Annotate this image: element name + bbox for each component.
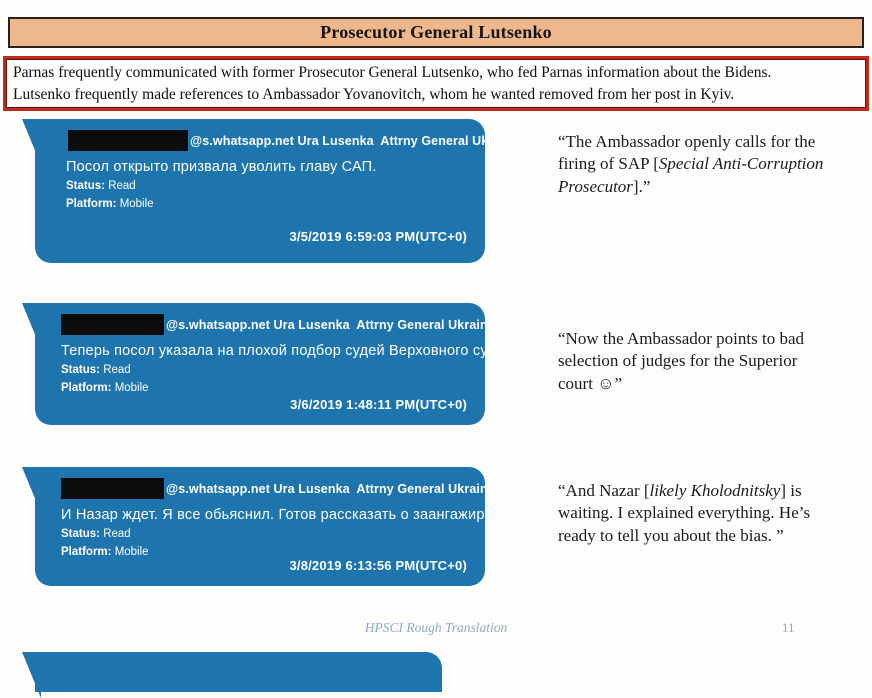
status-value: Read xyxy=(108,180,136,192)
sender-row xyxy=(68,130,519,151)
slide-title-bar xyxy=(8,17,864,48)
translation-text-3: “And Nazar [likely Kholodnitsky] is waiting. I explained everything. He’s ready to tell you about the bias. ” xyxy=(558,481,811,545)
platform-line: Platform: Mobile xyxy=(61,546,149,558)
platform-value: Mobile xyxy=(119,198,154,210)
page-number: 11 xyxy=(782,620,795,635)
platform-value: Mobile xyxy=(114,382,149,394)
sender-label: @s.whatsapp.net Ura Lusenka Attrny General Ukraine xyxy=(190,133,519,148)
sender-label: @s.whatsapp.net Ura Lusenka Attrny General Ukraine xyxy=(166,317,495,332)
summary-line-1: Parnas frequently communicated with former Prosecutor General Lutsenko, who fed Parnas information about the Bidens. xyxy=(13,64,772,81)
status-line: Status: Read xyxy=(61,364,131,376)
message-text: И Назар ждет. Я все обьяснил. Готов рассказать о заангажированности xyxy=(61,507,557,523)
translation-text-1: “The Ambassador openly calls for the firing of SAP [Special Anti-Corruption Prosecutor].” xyxy=(558,132,824,196)
status-value: Read xyxy=(103,528,131,540)
redaction-bar xyxy=(61,314,164,335)
platform-line: Platform: Mobile xyxy=(61,382,149,394)
footer-caption: HPSCI Rough Translation xyxy=(364,620,508,635)
bubble-body xyxy=(35,467,557,586)
sender-row xyxy=(61,478,495,499)
sender-row xyxy=(61,314,495,335)
message-text: Теперь посол указала на плохой подбор судей Верховного суда:) xyxy=(61,343,514,359)
sender-label: @s.whatsapp.net Ura Lusenka Attrny General Ukraine xyxy=(166,481,495,496)
page-title: Prosecutor General Lutsenko xyxy=(320,22,552,42)
message-timestamp: 3/8/2019 6:13:56 PM(UTC+0) xyxy=(289,558,467,573)
summary-line-2: Lutsenko frequently made references to Ambassador Yovanovitch, whom he wanted removed from her post in Kyiv. xyxy=(13,86,735,103)
redaction-bar xyxy=(61,478,164,499)
translation-text-2: “Now the Ambassador points to bad selection of judges for the Superior court ☺” xyxy=(558,329,804,393)
whatsapp-message-bubble-1 xyxy=(22,119,519,263)
bubble-body xyxy=(35,652,442,692)
whatsapp-message-bubble-4-partial xyxy=(22,652,442,692)
bubble-body xyxy=(35,119,519,263)
status-line: Status: Read xyxy=(66,180,136,192)
message-timestamp: 3/6/2019 1:48:11 PM(UTC+0) xyxy=(290,397,467,412)
redaction-bar xyxy=(68,130,188,151)
whatsapp-message-bubble-2 xyxy=(22,303,514,425)
bubble-body xyxy=(35,303,514,425)
summary-callout-box xyxy=(3,56,869,111)
platform-line: Platform: Mobile xyxy=(66,198,154,210)
message-text: Посол открыто призвала уволить главу САП. xyxy=(66,159,377,175)
status-line: Status: Read xyxy=(61,528,131,540)
whatsapp-message-bubble-3 xyxy=(22,467,557,586)
message-timestamp: 3/5/2019 6:59:03 PM(UTC+0) xyxy=(289,229,467,244)
status-value: Read xyxy=(103,364,131,376)
platform-value: Mobile xyxy=(114,546,149,558)
